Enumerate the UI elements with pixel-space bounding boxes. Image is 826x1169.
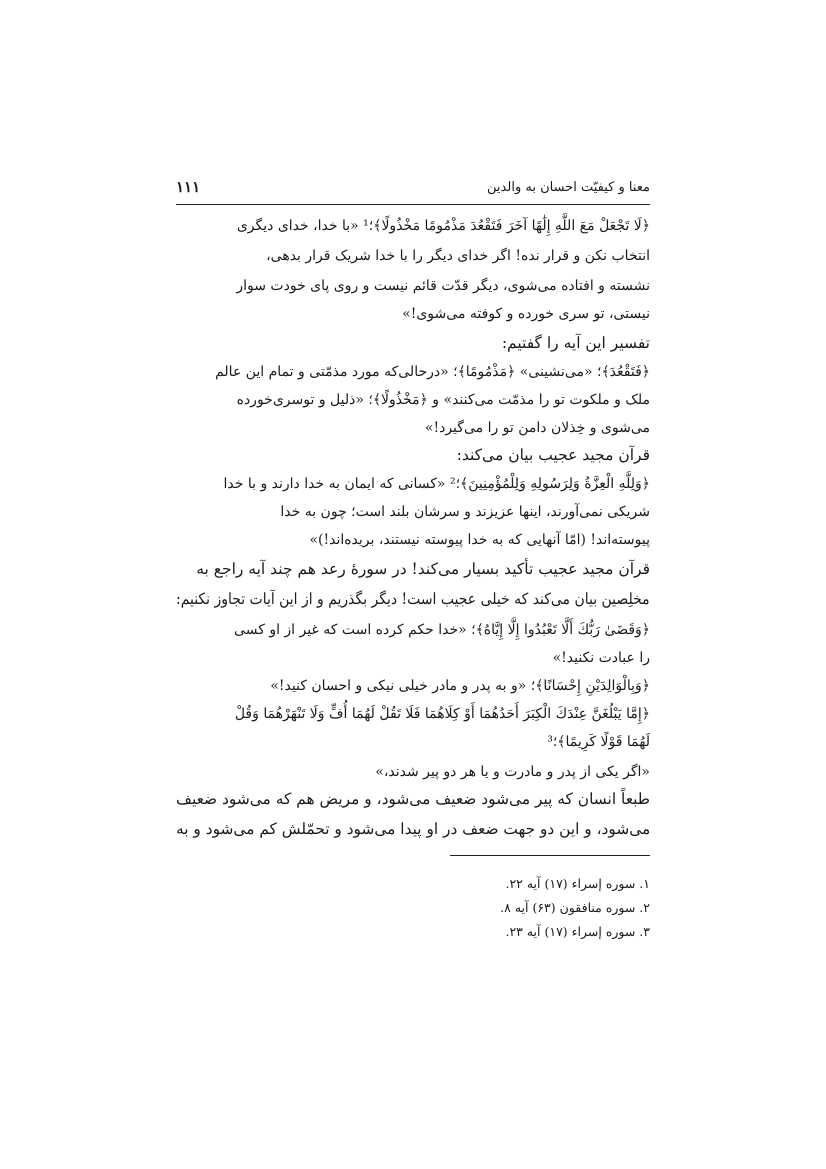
footnote: ۱. سوره إسراء (۱۷) آیه ۲۲. [505, 876, 650, 891]
verse-line: ﴿لَا تَجْعَلْ مَعَ اللَّهِ إِلَٰهًا آخَرَ فَتَقْعُدَ مَذْمُومًا مَخْذُولًا﴾؛¹ «با خدا، خدای دیگری [236, 218, 650, 234]
header-rule [176, 204, 650, 205]
verse-line: ﴿فَتَقْعُدَ﴾؛ «می‌نشینی» ﴿مَذْمُومًا﴾؛ «درحالی‌که مورد مذمّتی و تمام این عالم [215, 364, 650, 380]
body-line: انتخاب نکن و قرار نده! اگر خدای دیگر را با خدا شریک قرار بدهی، [266, 248, 650, 264]
body-line: شریکی نمی‌آورند، اینها عزیزند و سرشان بلند است؛ چون به خدا [280, 504, 650, 520]
body-line: نیستی، تو سری خورده و کوفته می‌شوی!» [402, 306, 650, 322]
page-number: ۱۱۱ [176, 178, 201, 196]
verse-line: ﴿وَقَضَىٰ رَبُّكَ أَلَّا تَعْبُدُوا إِلَّا إِيَّاهُ﴾؛ «خدا حکم کرده است که غیر از او کسی [234, 622, 650, 638]
verse-line: ﴿إِمَّا يَبْلُغَنَّ عِنْدَكَ الْكِبَرَ أَحَدُهُمَا أَوْ كِلَاهُمَا فَلَا تَقُلْ لَهُمَا أُفٍّ وَلَا تَنْهَرْهُمَا وَقُلْ [234, 706, 650, 722]
paragraph-line: مخلِصین بیان می‌کند که خیلی عجیب است! دیگر بگذریم و از این آیات تجاوز نکنیم: [176, 590, 650, 608]
verse-line: لَهُمَا قَوْلًا كَرِيمًا﴾؛³ [547, 734, 650, 750]
body-line: «اگر یکی از پدر و مادرت و یا هر دو پیر شدند،» [375, 764, 650, 780]
paragraph-line: قرآن مجید عجیب بیان می‌کند: [456, 446, 650, 464]
body-line: ملک و ملکوت تو را مذمّت می‌کنند» و ﴿مَخْذُولًا﴾؛ «ذلیل و توسری‌خورده [236, 392, 650, 408]
verse-line: ﴿وَبِالْوَالِدَيْنِ إِحْسَانًا﴾؛ «و به پدر و مادر خیلی نیکی و احسان کنید!» [270, 678, 650, 694]
verse-line: ﴿وَلِلَّهِ الْعِزَّةُ وَلِرَسُولِهِ وَلِلْمُؤْمِنِينَ﴾؛² «کسانی که ایمان به خدا دارند و با خدا [223, 476, 650, 492]
body-line: می‌شوی و خِذلان دامن تو را می‌گیرد!» [424, 420, 650, 436]
body-line: را عبادت نکنید!» [552, 650, 650, 666]
paragraph-line: تفسیر این آیه را گفتیم: [501, 334, 650, 352]
page-header [176, 176, 650, 200]
footnote: ۲. سوره منافقون (۶۳) آیه ۸. [500, 900, 650, 915]
running-title: معنا و کیفیّت احسان به والدین [487, 180, 650, 195]
paragraph-line: طبعاً انسان که پیر می‌شود ضعیف می‌شود، و مریض هم که می‌شود ضعیف [175, 790, 650, 808]
footnote-rule [450, 855, 650, 856]
body-line: پیوسته‌اند! (امّا آنهایی که به خدا پیوسته نیستند، بریده‌اند!)» [309, 532, 650, 548]
body-line: نشسته و افتاده می‌شوی، دیگر قدّت قائم نیست و روی پای خودت سوار [236, 278, 650, 294]
footnote: ۳. سوره إسراء (۱۷) آیه ۲۳. [505, 924, 650, 939]
paragraph-line: می‌شود، و این دو جهت ضعف در او پیدا می‌شود و تحمّلش کم می‌شود و به [175, 820, 650, 838]
paragraph-line: قرآن مجید عجیب تأکید بسیار می‌کند! در سورهٔ رعد هم چند آیه راجع به [196, 560, 650, 578]
